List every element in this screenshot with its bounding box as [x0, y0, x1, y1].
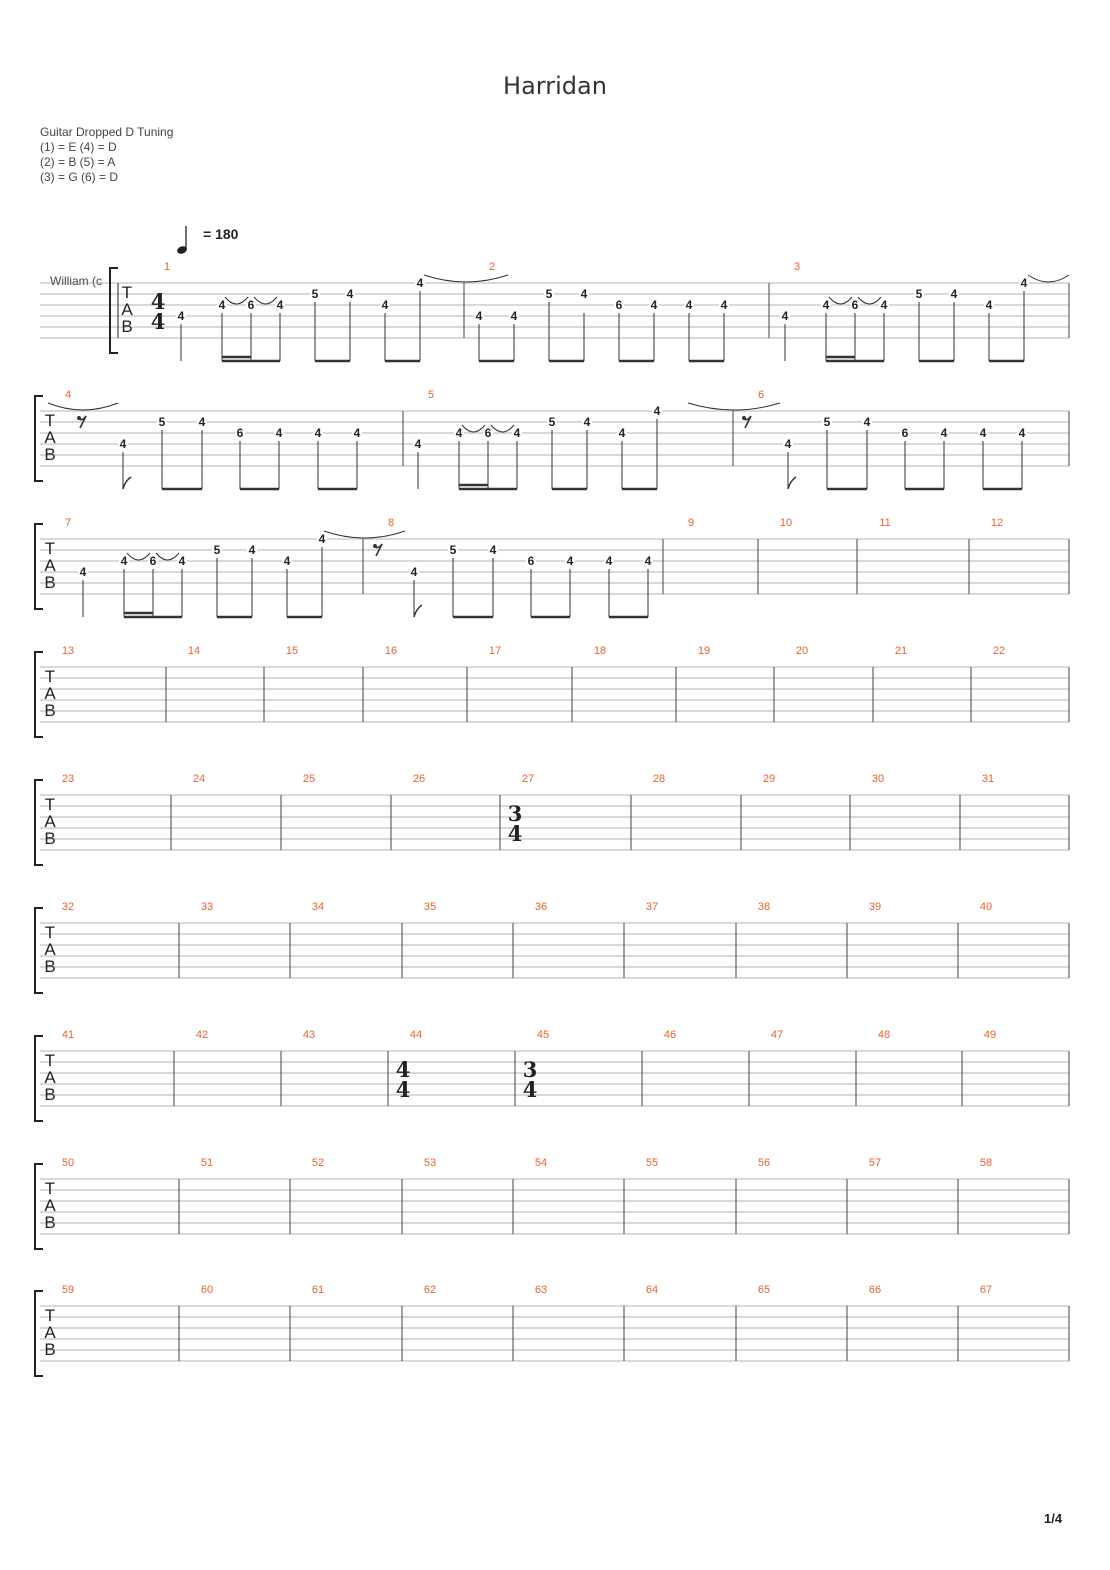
bar-number: 66 — [868, 1284, 882, 1296]
bar-number: 48 — [877, 1029, 891, 1041]
tie-arc — [254, 297, 277, 304]
fret-number: 6 — [615, 298, 623, 312]
time-signature-bottom: 4 — [395, 1077, 411, 1102]
fret-number: 4 — [650, 298, 658, 312]
bar-number: 37 — [645, 901, 659, 913]
bar-number: 40 — [979, 901, 993, 913]
fret-number: 4 — [513, 426, 521, 440]
bar-number: 50 — [61, 1157, 75, 1169]
bar-number: 44 — [409, 1029, 423, 1041]
fret-number: 4 — [276, 298, 284, 312]
fret-number: 4 — [416, 276, 424, 290]
time-signature-bottom: 4 — [507, 821, 523, 846]
bar-number: 47 — [770, 1029, 784, 1041]
eighth-rest-dot — [77, 416, 81, 420]
fret-number: 4 — [510, 309, 518, 323]
fret-number: 6 — [484, 426, 492, 440]
bar-number: 31 — [981, 773, 995, 785]
bar-number: 3 — [793, 261, 801, 273]
bar-number: 62 — [423, 1284, 437, 1296]
time-signature-top: 4 — [150, 289, 166, 314]
bar-number: 43 — [302, 1029, 316, 1041]
bar-number: 2 — [488, 261, 496, 273]
fret-number: 4 — [275, 426, 283, 440]
bar-number: 65 — [757, 1284, 771, 1296]
bar-number: 15 — [285, 645, 299, 657]
fret-number: 4 — [346, 287, 354, 301]
bar-number: 23 — [61, 773, 75, 785]
tie-arc — [688, 403, 780, 410]
bar-number: 1 — [163, 261, 171, 273]
bar-number: 4 — [64, 389, 72, 401]
tuning-line-1: (1) = E (4) = D — [40, 140, 117, 154]
bar-number: 34 — [311, 901, 325, 913]
fret-number: 4 — [784, 437, 792, 451]
fret-number: 4 — [475, 309, 483, 323]
bar-number: 10 — [779, 517, 793, 529]
bar-number: 55 — [645, 1157, 659, 1169]
bar-number: 41 — [61, 1029, 75, 1041]
bar-number: 36 — [534, 901, 548, 913]
tab-label-t: T — [121, 283, 133, 302]
fret-number: 4 — [950, 287, 958, 301]
fret-number: 5 — [548, 415, 556, 429]
fret-number: 4 — [414, 437, 422, 451]
fret-number: 4 — [653, 404, 661, 418]
bar-number: 26 — [412, 773, 426, 785]
tab-label-t: T — [44, 539, 56, 558]
tie-arc — [156, 553, 179, 560]
fret-number: 5 — [311, 287, 319, 301]
tab-label-a: A — [44, 428, 56, 447]
bar-number: 25 — [302, 773, 316, 785]
bar-number: 61 — [311, 1284, 325, 1296]
bar-number: 59 — [61, 1284, 75, 1296]
fret-number: 4 — [381, 298, 389, 312]
bar-number: 19 — [697, 645, 711, 657]
tab-label-b: B — [44, 1340, 56, 1359]
fret-number: 4 — [314, 426, 322, 440]
tie-arc — [491, 425, 514, 432]
system-bracket — [35, 396, 43, 481]
bar-number: 32 — [61, 901, 75, 913]
bar-number: 16 — [384, 645, 398, 657]
fret-number: 4 — [566, 554, 574, 568]
tab-label-a: A — [121, 300, 133, 319]
tab-label-t: T — [44, 923, 56, 942]
note-flag — [414, 605, 422, 617]
system-bracket — [35, 524, 43, 609]
tab-label-a: A — [44, 940, 56, 959]
fret-number: 6 — [149, 554, 157, 568]
tab-label-a: A — [44, 812, 56, 831]
tab-label-b: B — [44, 957, 56, 976]
fret-number: 4 — [940, 426, 948, 440]
eighth-rest-dot — [742, 416, 746, 420]
tab-label-a: A — [44, 556, 56, 575]
tab-label-b: B — [44, 1085, 56, 1104]
fret-number: 5 — [915, 287, 923, 301]
system-bracket — [35, 1291, 43, 1376]
fret-number: 4 — [618, 426, 626, 440]
fret-number: 4 — [685, 298, 693, 312]
tab-label-t: T — [44, 411, 56, 430]
fret-number: 4 — [218, 298, 226, 312]
bar-number: 35 — [423, 901, 437, 913]
tie-arc — [127, 553, 150, 560]
bar-number: 27 — [521, 773, 535, 785]
tab-label-t: T — [44, 795, 56, 814]
bar-number: 42 — [195, 1029, 209, 1041]
tuning-name: Guitar Dropped D Tuning — [40, 125, 174, 139]
fret-number: 4 — [720, 298, 728, 312]
fret-number: 4 — [979, 426, 987, 440]
tie-arc — [829, 297, 852, 304]
bar-number: 45 — [536, 1029, 550, 1041]
bar-number: 49 — [983, 1029, 997, 1041]
tab-label-t: T — [44, 1306, 56, 1325]
fret-number: 4 — [580, 287, 588, 301]
fret-number: 4 — [455, 426, 463, 440]
bar-number: 5 — [427, 389, 435, 401]
tie-arc — [48, 403, 118, 410]
note-flag — [123, 477, 131, 489]
tab-label-a: A — [44, 684, 56, 703]
fret-number: 4 — [489, 543, 497, 557]
tab-label-t: T — [44, 1051, 56, 1070]
bar-number: 28 — [652, 773, 666, 785]
fret-number: 4 — [79, 565, 87, 579]
bar-number: 33 — [200, 901, 214, 913]
fret-number: 4 — [985, 298, 993, 312]
bar-number: 58 — [979, 1157, 993, 1169]
bar-number: 24 — [192, 773, 206, 785]
fret-number: 4 — [177, 309, 185, 323]
time-signature-top: 4 — [395, 1057, 411, 1082]
bar-number: 12 — [990, 517, 1004, 529]
fret-number: 4 — [353, 426, 361, 440]
fret-number: 4 — [318, 532, 326, 546]
bar-number: 51 — [200, 1157, 214, 1169]
time-signature-top: 3 — [522, 1057, 538, 1082]
bar-number: 9 — [687, 517, 695, 529]
bar-number: 20 — [795, 645, 809, 657]
fret-number: 4 — [119, 437, 127, 451]
bar-number: 18 — [593, 645, 607, 657]
time-signature-top: 3 — [507, 801, 523, 826]
page-number: 1/4 — [1044, 1511, 1063, 1526]
bar-number: 8 — [387, 517, 395, 529]
tab-label-t: T — [44, 667, 56, 686]
tab-label-a: A — [44, 1068, 56, 1087]
bar-number: 11 — [879, 517, 891, 529]
eighth-rest-dot — [373, 544, 377, 548]
tie-arc — [324, 531, 405, 538]
bar-number: 21 — [894, 645, 908, 657]
fret-number: 5 — [158, 415, 166, 429]
bar-number: 67 — [979, 1284, 993, 1296]
tie-arc — [462, 425, 485, 432]
bar-number: 14 — [187, 645, 201, 657]
note-flag — [788, 477, 796, 489]
bar-number: 57 — [868, 1157, 882, 1169]
bar-number: 7 — [64, 517, 72, 529]
bar-number: 56 — [757, 1157, 771, 1169]
fret-number: 5 — [823, 415, 831, 429]
fret-number: 5 — [449, 543, 457, 557]
bar-number: 60 — [200, 1284, 214, 1296]
tab-label-a: A — [44, 1323, 56, 1342]
tuning-line-2: (2) = B (5) = A — [40, 155, 116, 169]
tuning-line-3: (3) = G (6) = D — [40, 170, 119, 184]
fret-number: 4 — [248, 543, 256, 557]
fret-number: 4 — [283, 554, 291, 568]
fret-number: 4 — [605, 554, 613, 568]
tie-arc — [858, 297, 881, 304]
tab-label-a: A — [44, 1196, 56, 1215]
system-bracket — [35, 780, 43, 865]
fret-number: 6 — [851, 298, 859, 312]
bar-number: 39 — [868, 901, 882, 913]
fret-number: 6 — [901, 426, 909, 440]
fret-number: 6 — [527, 554, 535, 568]
system-bracket — [35, 1164, 43, 1249]
tab-label-b: B — [44, 701, 56, 720]
time-signature-bottom: 4 — [522, 1077, 538, 1102]
tab-label-b: B — [44, 573, 56, 592]
system-bracket — [35, 1036, 43, 1121]
system-bracket — [110, 268, 118, 353]
tab-label-b: B — [44, 1213, 56, 1232]
bar-number: 63 — [534, 1284, 548, 1296]
instrument-name: William (c — [50, 274, 102, 288]
score-title: Harridan — [503, 72, 607, 100]
tab-label-t: T — [44, 1179, 56, 1198]
tab-label-b: B — [121, 317, 133, 336]
bar-number: 46 — [663, 1029, 677, 1041]
bar-number: 54 — [534, 1157, 548, 1169]
fret-number: 4 — [198, 415, 206, 429]
bar-number: 52 — [311, 1157, 325, 1169]
bar-number: 6 — [757, 389, 765, 401]
tab-label-b: B — [44, 445, 56, 464]
fret-number: 4 — [1018, 426, 1026, 440]
bar-number: 30 — [871, 773, 885, 785]
bar-number: 29 — [762, 773, 776, 785]
fret-number: 4 — [583, 415, 591, 429]
fret-number: 6 — [236, 426, 244, 440]
time-signature-bottom: 4 — [150, 309, 166, 334]
bar-number: 38 — [757, 901, 771, 913]
fret-number: 5 — [545, 287, 553, 301]
fret-number: 5 — [213, 543, 221, 557]
fret-number: 4 — [781, 309, 789, 323]
fret-number: 4 — [120, 554, 128, 568]
bar-number: 53 — [423, 1157, 437, 1169]
fret-number: 4 — [1020, 276, 1028, 290]
tie-arc — [424, 275, 508, 282]
bar-number: 17 — [488, 645, 502, 657]
fret-number: 6 — [247, 298, 255, 312]
system-bracket — [35, 652, 43, 737]
tie-arc — [1028, 275, 1069, 282]
bar-number: 13 — [61, 645, 75, 657]
system-bracket — [35, 908, 43, 993]
tab-label-b: B — [44, 829, 56, 848]
tempo-value: = 180 — [203, 226, 239, 242]
fret-number: 4 — [178, 554, 186, 568]
bar-number: 22 — [992, 645, 1006, 657]
fret-number: 4 — [644, 554, 652, 568]
fret-number: 4 — [863, 415, 871, 429]
tie-arc — [225, 297, 248, 304]
fret-number: 4 — [880, 298, 888, 312]
fret-number: 4 — [822, 298, 830, 312]
bar-number: 64 — [645, 1284, 659, 1296]
fret-number: 4 — [410, 565, 418, 579]
